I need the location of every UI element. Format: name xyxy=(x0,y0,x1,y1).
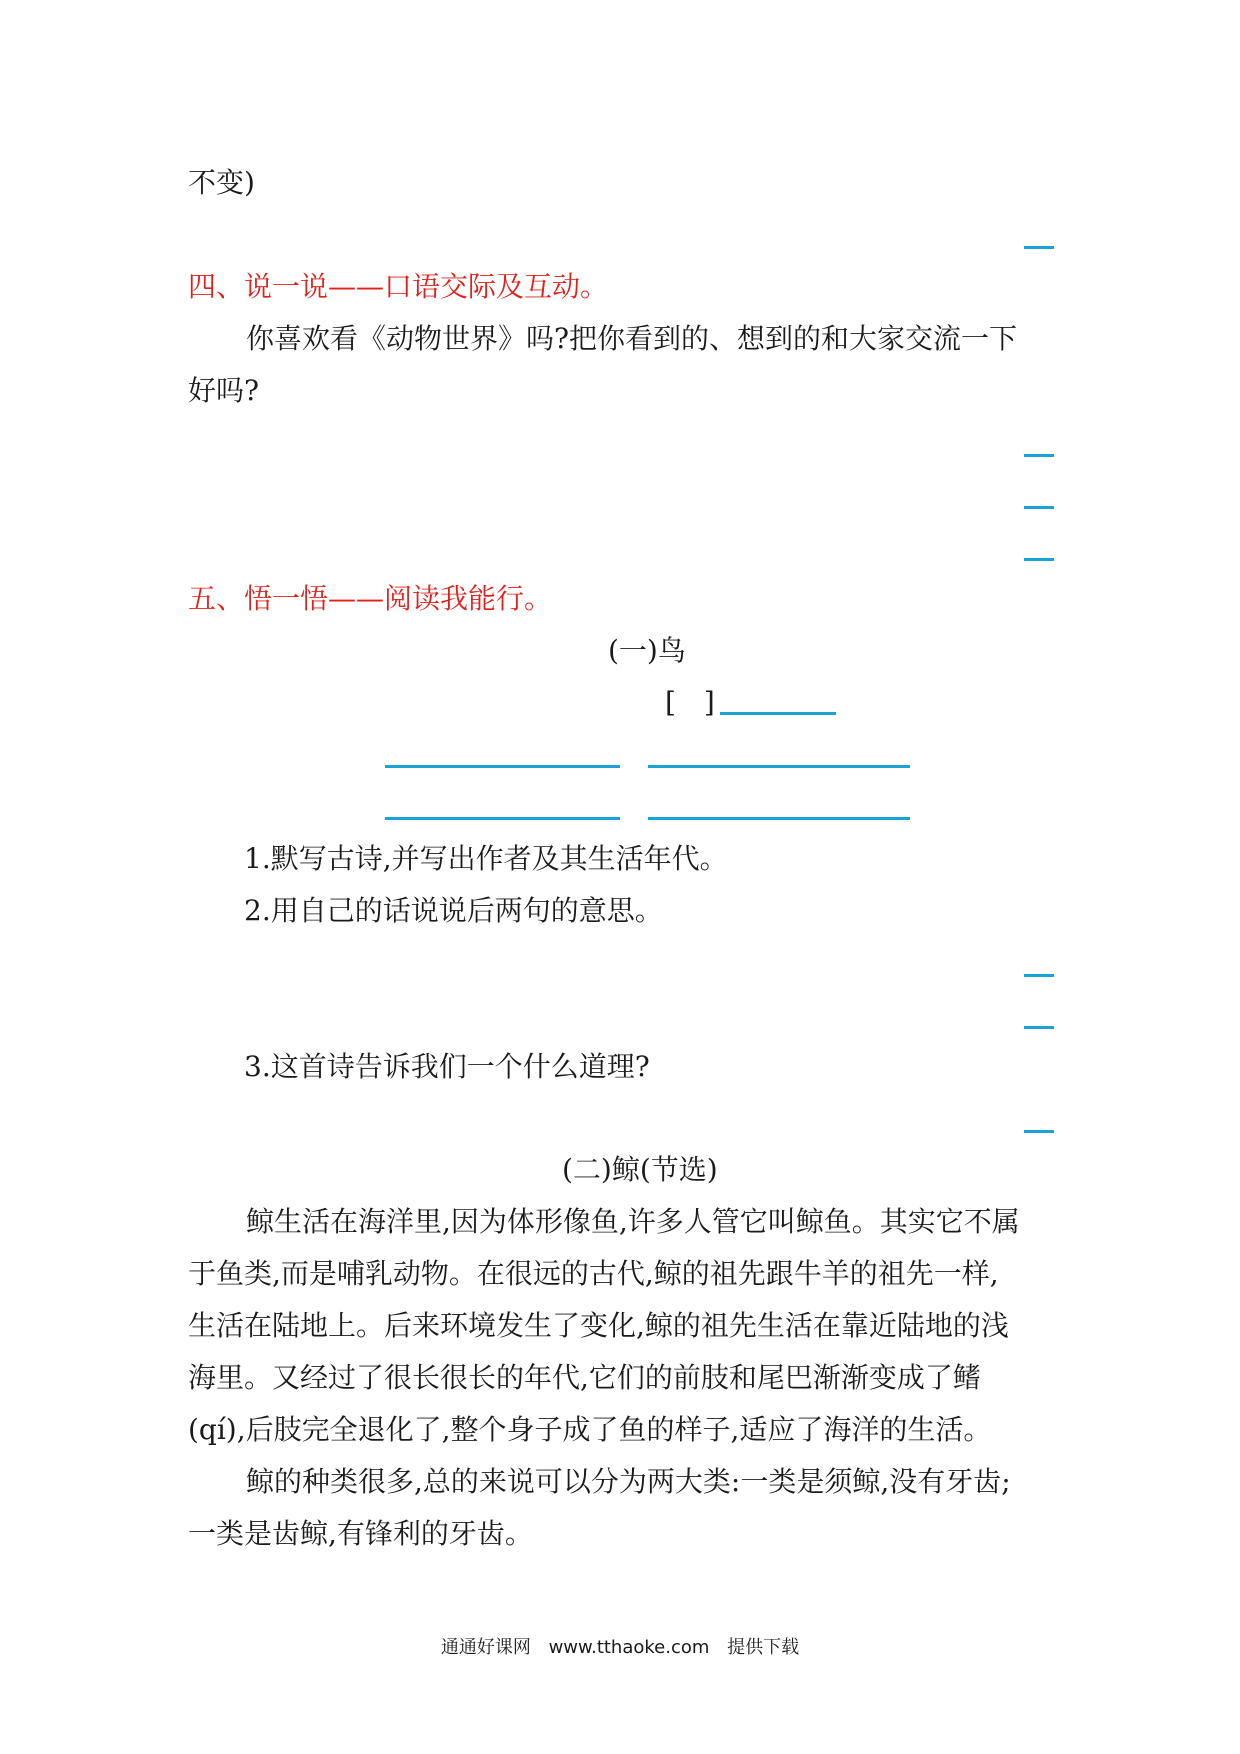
paragraph-line: 于鱼类,而是哺乳动物。在很远的古代,鲸的祖先跟牛羊的祖先一样, xyxy=(188,1257,999,1290)
answer-blank[interactable] xyxy=(1024,246,1054,249)
poem-title: (一)鸟 xyxy=(608,634,686,667)
answer-blank[interactable] xyxy=(1024,1026,1054,1029)
poem-line-blank[interactable] xyxy=(648,765,910,768)
poem-line-blank[interactable] xyxy=(385,765,620,768)
section4-prompt: 你喜欢看《动物世界》吗?把你看到的、想到的和大家交流一下 xyxy=(246,322,1018,355)
poem-line-blank[interactable] xyxy=(385,817,620,820)
paragraph-line: 海里。又经过了很长很长的年代,它们的前肢和尾巴渐渐变成了鳍 xyxy=(188,1361,981,1394)
paragraph-line: 生活在陆地上。后来环境发生了变化,鲸的祖先生活在靠近陆地的浅 xyxy=(188,1309,1009,1342)
article-title: (二)鲸(节选) xyxy=(562,1153,718,1186)
continued-text: 不变) xyxy=(188,166,255,199)
section4-prompt-cont: 好吗? xyxy=(188,374,260,407)
question-1: 1.默写古诗,并写出作者及其生活年代。 xyxy=(244,842,728,875)
footer-suffix: 提供下载 xyxy=(727,1637,800,1658)
answer-blank[interactable] xyxy=(1024,506,1054,509)
question-3: 3.这首诗告诉我们一个什么道理? xyxy=(244,1050,650,1083)
author-blank[interactable] xyxy=(720,712,836,715)
poem-bracket: [ ] xyxy=(665,686,715,719)
answer-blank[interactable] xyxy=(1024,974,1054,977)
section4-heading: 四、说一说——口语交际及互动。 xyxy=(188,270,609,303)
answer-blank[interactable] xyxy=(1024,558,1054,561)
answer-blank[interactable] xyxy=(1024,1130,1054,1133)
page-footer xyxy=(0,1633,1240,1659)
paragraph-line: 一类是齿鲸,有锋利的牙齿。 xyxy=(188,1517,533,1550)
section5-heading: 五、悟一悟——阅读我能行。 xyxy=(188,582,553,615)
footer-url[interactable]: www.tthaoke.com xyxy=(548,1637,710,1658)
answer-blank[interactable] xyxy=(1024,454,1054,457)
question-2: 2.用自己的话说说后两句的意思。 xyxy=(244,894,663,927)
footer-site-name: 通通好课网 xyxy=(440,1637,531,1658)
poem-line-blank[interactable] xyxy=(648,817,910,820)
paragraph-line: 鲸的种类很多,总的来说可以分为两大类:一类是须鲸,没有牙齿; xyxy=(246,1465,1011,1498)
paragraph-line: (qí),后肢完全退化了,整个身子成了鱼的样子,适应了海洋的生活。 xyxy=(188,1413,992,1446)
paragraph-line: 鲸生活在海洋里,因为体形像鱼,许多人管它叫鲸鱼。其实它不属 xyxy=(246,1205,1020,1238)
